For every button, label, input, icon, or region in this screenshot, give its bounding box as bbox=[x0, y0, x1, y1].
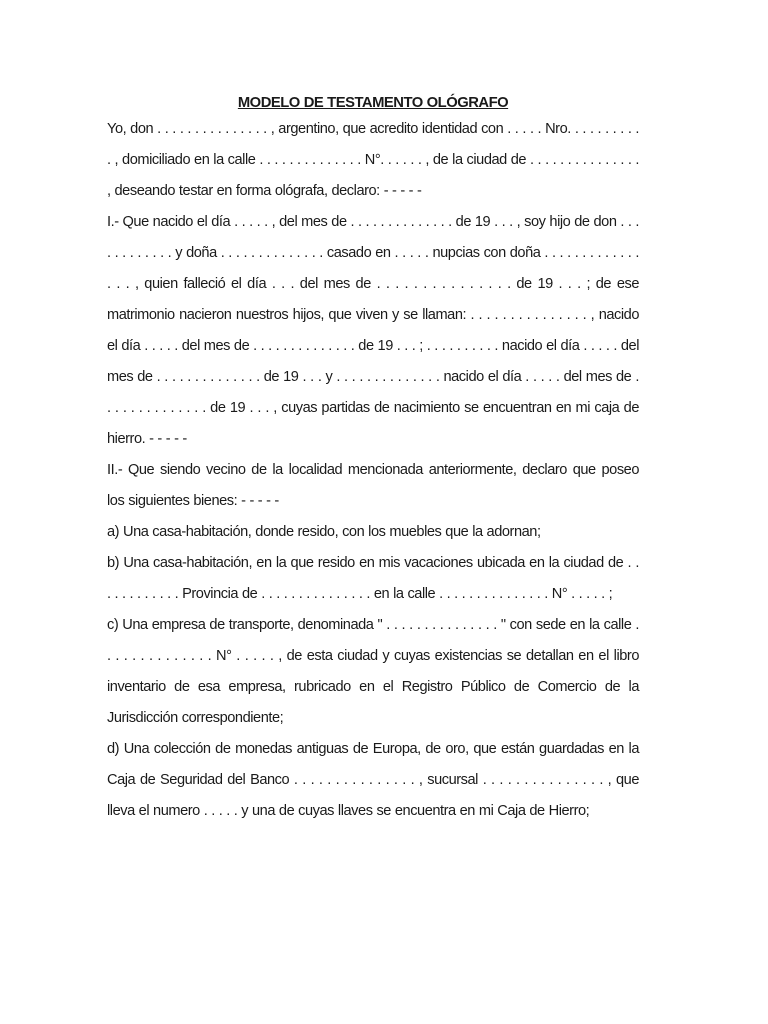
document-body bbox=[107, 92, 639, 827]
document-title: MODELO DE TESTAMENTO OLÓGRAFO bbox=[237, 95, 509, 111]
paragraph-asset-b: b) Una casa-habitación, en la que resido en mis vacaciones ubicada en la ciudad de . . . . . . . . . . . . Provincia de . . . . . . . . . . . . . . . en la calle . . . . . . . . . . . . . . . N° . . . . . ; bbox=[107, 555, 639, 602]
paragraph-intro: Yo, don . . . . . . . . . . . . . . . , argentino, que acredito identidad con . . . . . Nro. . . . . . . . . . . , domiciliado en la calle . . . . . . . . . . . . . . N°. . . . . . , de la ciudad de . . . . . . . . . . . . . . . , deseando testar en forma ológrafa, declaro: - - - - - bbox=[107, 121, 639, 199]
paragraph-asset-d: d) Una colección de monedas antiguas de Europa, de oro, que están guardadas en la Caja de Seguridad del Banco . . . . . . . . . . . . . . . , sucursal . . . . . . . . . . . . . . . , que lleva el numero . . . . . y una de cuyas llaves se encuentra en mi Caja de Hierro; bbox=[107, 741, 639, 819]
paragraph-clause-2-assets: II.- Que siendo vecino de la localidad mencionada anteriormente, declaro que poseo los siguientes bienes: - - - - - bbox=[107, 462, 639, 509]
paragraph-asset-c: c) Una empresa de transporte, denominada " . . . . . . . . . . . . . . . " con sede en la calle . . . . . . . . . . . . . . N° . . . . . , de esta ciudad y cuyas existencias se detallan en el libro inventario de esa empresa, rubricado en el Registro Público de Comercio de la Jurisdicción correspondiente; bbox=[107, 617, 639, 726]
paragraph-asset-a: a) Una casa-habitación, donde resido, con los muebles que la adornan; bbox=[107, 524, 541, 540]
paragraph-clause-1-family: I.- Que nacido el día . . . . . , del mes de . . . . . . . . . . . . . . de 19 . . . , soy hijo de don . . . . . . . . . . . . y doña . . . . . . . . . . . . . . casado en . . . . . nupcias con doña . . . . . . . . . . . . . . . . , quien falleció el día . . . del mes de . . . . . . . . . . . . . . . de 19 . . . ; de ese matrimonio nacieron nuestros hijos, que viven y se llaman: . . . . . . . . . . . . . . . , nacido el día . . . . . del mes de . . . . . . . . . . . . . . de 19 . . . ; . . . . . . . . . . nacido el día . . . . . del mes de . . . . . . . . . . . . . . de 19 . . . y . . . . . . . . . . . . . . nacido el día . . . . . del mes de . . . . . . . . . . . . . . de 19 . . . , cuyas partidas de nacimiento se encuentran en mi caja de hierro. - - - - - bbox=[107, 214, 640, 447]
